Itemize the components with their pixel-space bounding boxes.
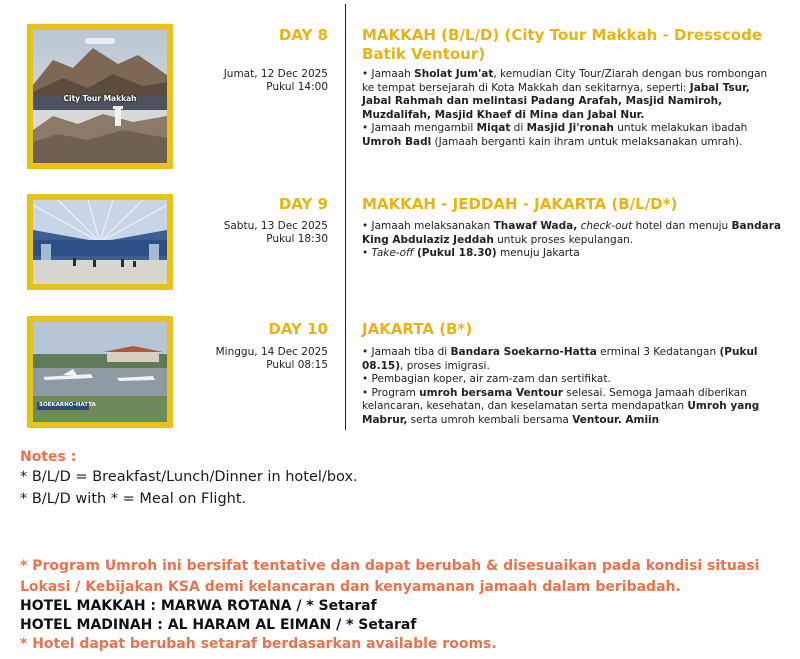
bullet-text-run: check-out: [580, 220, 633, 232]
time-text: Pukul 08:15: [266, 359, 328, 371]
bullet-text-run: erminal 3 Kedatangan: [596, 346, 720, 358]
bullet-text-run: Masjid Ji'ronah: [526, 122, 614, 134]
bullet-text-run: • Jamaah mengambil: [362, 122, 477, 134]
day-10-photo-frame: [27, 316, 173, 428]
day-title: MAKKAH - JEDDAH - JAKARTA (B/L/D*): [362, 195, 678, 213]
date-text: Sabtu, 13 Dec 2025: [223, 220, 328, 232]
hotel-makkah: HOTEL MAKKAH : MARWA ROTANA / * Setaraf: [20, 598, 377, 614]
jeddah-airport-photo: [33, 200, 167, 284]
day-description: [362, 220, 782, 261]
bullet-text-run: • Pembagian koper, air zam-zam dan sertifikat.: [362, 373, 611, 385]
bullet-text-run: hotel dan menuju: [632, 220, 732, 232]
bullet-text-run: Miqat: [476, 122, 511, 134]
day-9-photo-frame: [27, 194, 173, 290]
bullet-text-run: untuk proses kepulangan.: [493, 233, 634, 246]
bullet-item: [362, 346, 782, 373]
day-date: [188, 346, 328, 372]
bullet-text-run: Sholat Jum'at: [414, 68, 494, 80]
day-description: [362, 68, 782, 149]
bullet-text-run: Umroh Badl: [362, 135, 432, 148]
bullet-text-run: (Jamaah berganti kain ihram untuk melaksanakan umrah).: [431, 135, 743, 148]
hotel-note: * Hotel dapat berubah setaraf berdasarkan available rooms.: [20, 636, 497, 652]
photo-caption: SOEKARNO-HATTA: [39, 402, 96, 408]
bullet-text-run: (Pukul 18.30): [416, 247, 497, 259]
bullet-item: [362, 68, 782, 122]
bullet-text-run: Thawaf Wada,: [493, 220, 578, 232]
bullet-text-run: • Jamaah: [362, 68, 415, 80]
bullet-text-run: untuk melakukan ibadah: [613, 122, 748, 134]
program-disclaimer: * Program Umroh ini bersifat tentative dan dapat berubah & disesuaikan pada kondisi situasi Lokasi / Kebijakan KSA demi kelancaran dan kenyamanan jamaah dalam beribadah.: [20, 558, 760, 595]
note-meal-hotel: * B/L/D = Breakfast/Lunch/Dinner in hotel/box.: [20, 469, 358, 485]
bullet-item: [362, 220, 782, 247]
notes-title: Notes :: [20, 449, 77, 465]
bullet-text-run: Ventour. Amiin: [572, 413, 660, 426]
bullet-text-run: Umroh yang Mabrur,: [362, 400, 760, 426]
bullet-text-run: menuju Jakarta: [496, 247, 580, 259]
bullet-item: [362, 387, 782, 428]
day-title: JAKARTA (B*): [362, 320, 473, 338]
time-text: Pukul 18:30: [266, 233, 328, 245]
city-tour-makkah-photo: [33, 30, 167, 163]
day-title: MAKKAH (B/L/D) (City Tour Makkah - Dresscode Batik Ventour): [362, 26, 762, 63]
bullet-item: [362, 373, 782, 387]
day-label: DAY 9: [278, 195, 328, 213]
day-label: DAY 8: [278, 26, 328, 44]
bullet-text-run: , kemudian City Tour/Ziarah dengan bus rombongan ke tempat bersejarah di Kota Makkah dan sekitarnya, seperti:: [362, 68, 768, 94]
bullet-text-run: Jabal Tsur, Jabal Rahmah dan melintasi Padang Arafah, Masjid Namiroh, Muzdalifah, Masjid Khaef di Mina dan Jabal Nur.: [362, 81, 750, 121]
bullet-text-run: di: [510, 122, 527, 134]
date-text: Jumat, 12 Dec 2025: [223, 68, 328, 80]
day-description: [362, 346, 782, 427]
note-meal-flight: * B/L/D with * = Meal on Flight.: [20, 491, 247, 507]
bullet-text-run: (Pukul 08.15): [362, 346, 758, 372]
bullet-text-run: • Jamaah tiba di: [362, 346, 451, 358]
bullet-text-run: , proses imigrasi.: [400, 359, 490, 372]
bullet-text-run: serta umroh kembali bersama: [407, 413, 573, 426]
bullet-text-run: umroh bersama Ventour: [419, 386, 563, 399]
bullet-text-run: Bandara King Abdulaziz Jeddah: [362, 220, 781, 246]
bullet-item: [362, 247, 782, 261]
day-label: DAY 10: [268, 320, 328, 338]
airport-terminal-image: [33, 200, 167, 284]
bullet-text-run: selesai. Semoga Jamaah diberikan kelancaran, kesehatan, dan keselamatan serta mendapatkan: [362, 386, 747, 412]
day-date: [188, 220, 328, 246]
soekarno-hatta-photo: [33, 322, 167, 422]
bullet-text-run: • Program: [362, 386, 420, 399]
day-date: [188, 68, 328, 94]
bullet-text-run: Bandara Soekarno-Hatta: [450, 346, 597, 358]
timeline-divider: [345, 4, 346, 430]
date-text: Minggu, 14 Dec 2025: [215, 346, 328, 358]
photo-caption: City Tour Makkah: [63, 94, 137, 103]
bullet-item: [362, 122, 782, 149]
time-text: Pukul 14:00: [266, 81, 328, 93]
bullet-text-run: Take-off: [371, 247, 414, 259]
hotel-madinah: HOTEL MADINAH : AL HARAM AL EIMAN / * Setaraf: [20, 617, 417, 633]
bullet-text-run: •: [362, 247, 372, 259]
day-8-photo-frame: [27, 24, 173, 169]
bullet-text-run: • Jamaah melaksanakan: [362, 220, 494, 232]
